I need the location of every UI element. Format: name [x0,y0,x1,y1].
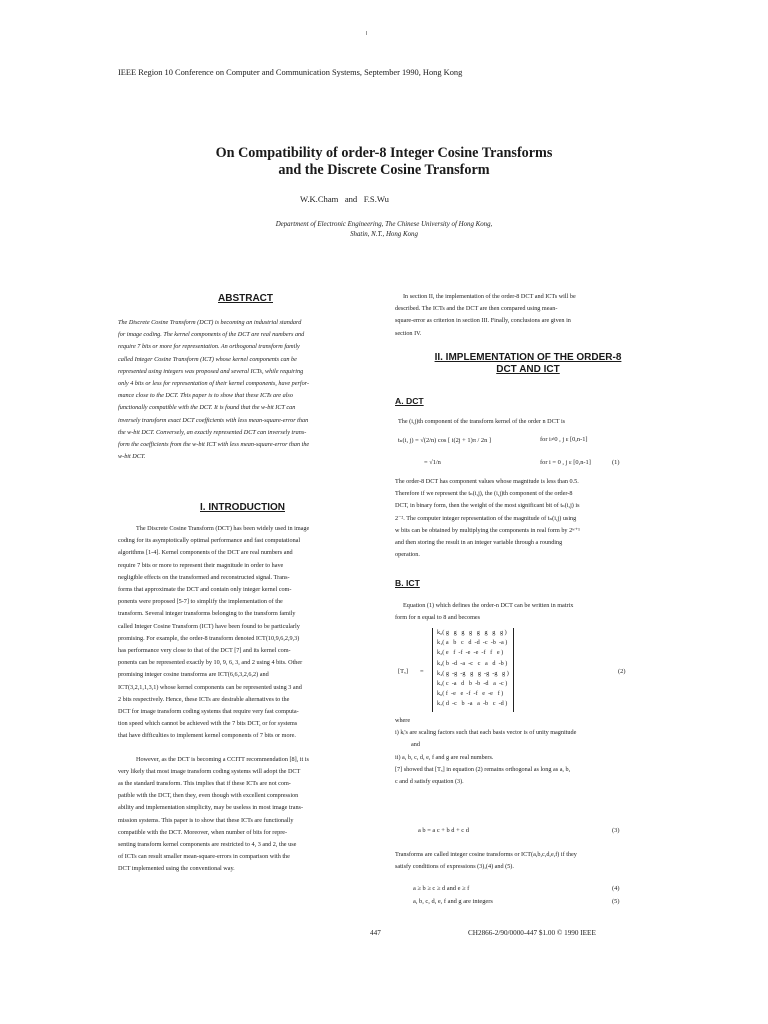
matrix-row: k₀( g g g g g g g g ) [437,629,507,636]
equation-2-number: (2) [618,668,626,675]
matrix-equals: = [420,668,424,675]
abstract-body [118,317,378,463]
intro-line: mission systems. This paper is to show that these ICTs are functionally [118,816,294,824]
matrix-row: k₃( b -d -a -c c a d -b ) [437,659,508,667]
intro-line: ponents can be represented exactly by 10, 9, 6, 3, and 2 using 4 bits. Other [118,659,303,667]
ict-intro-line: form for n equal to 8 and becomes [395,614,481,622]
abstract-line: inversely transform exact DCT coefficients with less mean-square-error than [118,416,309,424]
abstract-line: only 4 bits or less for representation of their kernel components, have perfor- [118,380,310,388]
intro-line: coding for its asymptotically optimal performance and fast computational [118,537,301,545]
intro-line: transform. Several integer transforms belonging to the transform family [118,610,296,618]
page-number: 447 [370,929,381,937]
section-overview [395,291,655,340]
authors-and: and [344,194,358,204]
condition-i: i) kᵢ's are scaling factors such that each basis vector is of unity magnitude [395,729,577,737]
matrix-row: k₆( f -e e -f -f e -e f ) [437,690,504,698]
dct-paragraph [395,476,655,561]
paper-title-line2: and the Discrete Cosine Transform [278,162,490,178]
matrix-row: k₂( e f -f -e -e -f f e ) [437,649,504,657]
intro-line: ability and implementation simplicity, may be useless in most image trans- [118,804,304,812]
equation-1-condition1: for i≠0 , j ε [0,n-1] [540,436,588,443]
equation-1-number: (1) [612,459,620,466]
copyright-code: CH2866-2/90/0000-447 $1.00 © 1990 IEEE [468,929,596,937]
ref-line: c and d satisfy equation (3). [395,778,464,786]
intro-line: as the standard transform. This implies that if these ICTs are not com- [118,780,291,788]
equation-3-number: (3) [612,827,620,834]
dct-line: and then storing the result in an integer variable through a rounding [395,539,563,547]
intro-line: called Integer Cosine Transform (ICT) have been found to be particularly [118,622,300,630]
matrix-row: k₅( c -a d b -b -d a -c ) [437,680,508,688]
matrix-label: [Tₓ] [398,668,409,675]
equation-4-number: (4) [612,885,620,892]
affiliation-line2: Shatin, N.T., Hong Kong [350,231,418,238]
abstract-line: functionally compatible with the DCT. It is found that the w-bit ICT can [118,404,296,412]
abstract-line: w-bit DCT. [118,453,146,461]
equation-1-condition2: for i = 0 , j ε [0,n-1] [540,459,591,466]
intro-line: tion speed which cannot be achieved with the 7 bits DCT, or for systems [118,720,298,728]
intro-line: DCT implemented using the conventional way. [118,865,235,873]
ict-line: satisfy conditions of expressions (3),(4) and (5). [395,863,514,871]
intro-line: forms that approximate the DCT and contain only integer kernel com- [118,586,292,594]
author-1: W.K.Cham [300,194,339,204]
overview-line: section IV. [395,329,422,337]
where-label: where [395,717,411,724]
equation-5-number: (5) [612,898,620,905]
equation-4: a ≥ b ≥ c ≥ d and e ≥ f [413,885,470,892]
introduction-heading: I. INTRODUCTION [200,502,285,513]
abstract-line: The Discrete Cosine Transform (DCT) is becoming an industrial standard [118,319,302,326]
abstract-line: the w-bit DCT. Conversely, an exactly represented DCT can inversely trans- [118,428,307,436]
abstract-line: mance close to the DCT. This paper is to show that these ICTs are also [118,392,293,400]
intro-line: patible with the DCT, then they, even though with excellent compression [118,792,299,800]
section2-heading [418,352,638,376]
dct-line: DCT, in binary form, then the weight of the most significant bit of tₙ(i,j) is [395,502,580,510]
dct-line: The order-8 DCT has component values whose magnitude is less than 0.5. [395,478,579,485]
dct-line: Therefore if we represent the tₙ(i,j), the (i,j)th component of the order-8 [395,490,573,498]
abstract-line: represented using integers was proposed and several ICTs, while requiring [118,367,304,375]
abstract-line: called Integer Cosine Transform (ICT) whose kernel components can be [118,355,297,363]
abstract-heading: ABSTRACT [218,293,273,304]
matrix-row: k₇( d -c b -a a -b c -d ) [437,700,508,708]
intro-line: ICT(3,2,1,1,3,1) whose kernel components can be represented using 3 and [118,683,302,691]
ict-line: Transforms are called integer cosine transforms or ICT(a,b,c,d,e,f) if they [395,851,577,858]
introduction-body [118,523,378,876]
ict-conditions [395,715,655,788]
dct-subheading: A. DCT [395,396,424,406]
intro-line: that have difficulties to implement kernel components of 7 bits or more. [118,732,296,740]
intro-line: promising. For example, the order-8 transform denoted ICT(10,9,6,2,9,3) [118,634,300,642]
ict-intro-line: Equation (1) which defines the order-n DCT can be written in matrix [403,602,574,609]
scan-mark [366,31,367,35]
section2-heading-line1: II. IMPLEMENTATION OF THE ORDER-8 [434,352,622,363]
intro-line: compatible with the DCT. Moreover, when number of bits for repre- [118,828,288,836]
condition-ii: ii) a, b, c, d, e, f and g are real numbers. [395,753,494,761]
section2-heading-line2: DCT AND ICT [496,364,560,375]
dct-line: 2⁻². The computer integer representation of the magnitude of tₙ(i,j) using [395,514,577,522]
overview-line: In section II, the implementation of the order-8 DCT and ICTs will be [403,293,576,300]
matrix-row: k₄( g -g -g g g -g -g g ) [437,669,509,677]
dct-line: w bits can be obtained by multiplying the components in real form by 2ʷ⁺¹ [395,526,580,534]
abstract-line: require 7 bits or more for representation. An orthogonal transform family [118,343,300,351]
intro-line: However, as the DCT is becoming a CCITT recommendation [8], it is [136,755,309,763]
equation-1-line2: = √1/n [424,459,441,466]
intro-line: senting transform kernel components are restricted to 4, 3 and 2, the use [118,841,297,849]
equation-5: a, b, c, d, e, f and g are integers [413,898,493,905]
affiliation-line1: Department of Electronic Engineering, The Chinese University of Hong Kong, [275,221,493,228]
conference-header: IEEE Region 10 Conference on Computer and Communication Systems, September 1990, Hong Kong [118,68,463,77]
author-2: F.S.Wu [363,194,389,204]
ict-intro [395,600,655,624]
dct-line: operation. [395,551,420,559]
ict-paragraph [395,849,655,873]
intro-line: very likely that most image transform coding systems will adopt the DCT [118,767,301,775]
intro-line: negligible effects on the transformed and reconstructed signal. Trans- [118,573,290,581]
intro-line: require 7 bits or more to represent their magnitude in order to have [118,561,284,569]
intro-line: The Discrete Cosine Transform (DCT) has been widely used in image [136,525,310,532]
authors [300,194,500,204]
kernel-matrix [432,628,514,712]
equation-1-line1: tₙ(i, j) = √(2/n) cos [ i(2j + 1)π / 2n ] [398,437,492,444]
affiliation [200,220,568,240]
overview-line: described. The ICTs and the DCT are then compared using mean- [395,305,558,313]
intro-line: algorithms [1-4]. Kernel components of the DCT are real numbers and [118,549,293,557]
equation-3: a b = a c + b d + c d [418,827,469,834]
intro-line: has performance very close to that of the DCT [7] and its kernel com- [118,647,291,655]
intro-line: of ICTs can result smaller mean-square-errors in comparison with the [118,853,290,861]
abstract-line: form the coefficients from the w-bit ICT with less mean-square-error than the [118,441,310,449]
dct-intro: The (i,j)th component of the transform kernel of the order n DCT is [398,418,566,425]
ict-subheading: B. ICT [395,578,420,588]
intro-line: ponents were proposed [5-7] to simplify the implementation of the [118,598,283,606]
matrix-row: k₁( a b c d -d -c -b -a ) [437,639,508,647]
abstract-line: for image coding. The kernel components of the DCT are real numbers and [118,331,305,339]
intro-line: 2 bits respectively. Hence, these ICTs are desirable alternatives to the [118,695,290,703]
ref-line: [7] showed that [Tₓ] in equation (2) remains orthogonal as long as a, b, [395,765,571,773]
intro-line: DCT for image transform coding systems that require very fast computa- [118,708,299,716]
condition-i-and: and [411,741,420,749]
overview-line: square-error as criterion in section III. Finally, conclusions are given in [395,317,571,325]
paper-title-line1: On Compatibility of order-8 Integer Cosine Transforms [215,145,553,161]
intro-line: promising integer cosine transforms are ICT(6,6,3,2,6,2) and [118,671,269,679]
